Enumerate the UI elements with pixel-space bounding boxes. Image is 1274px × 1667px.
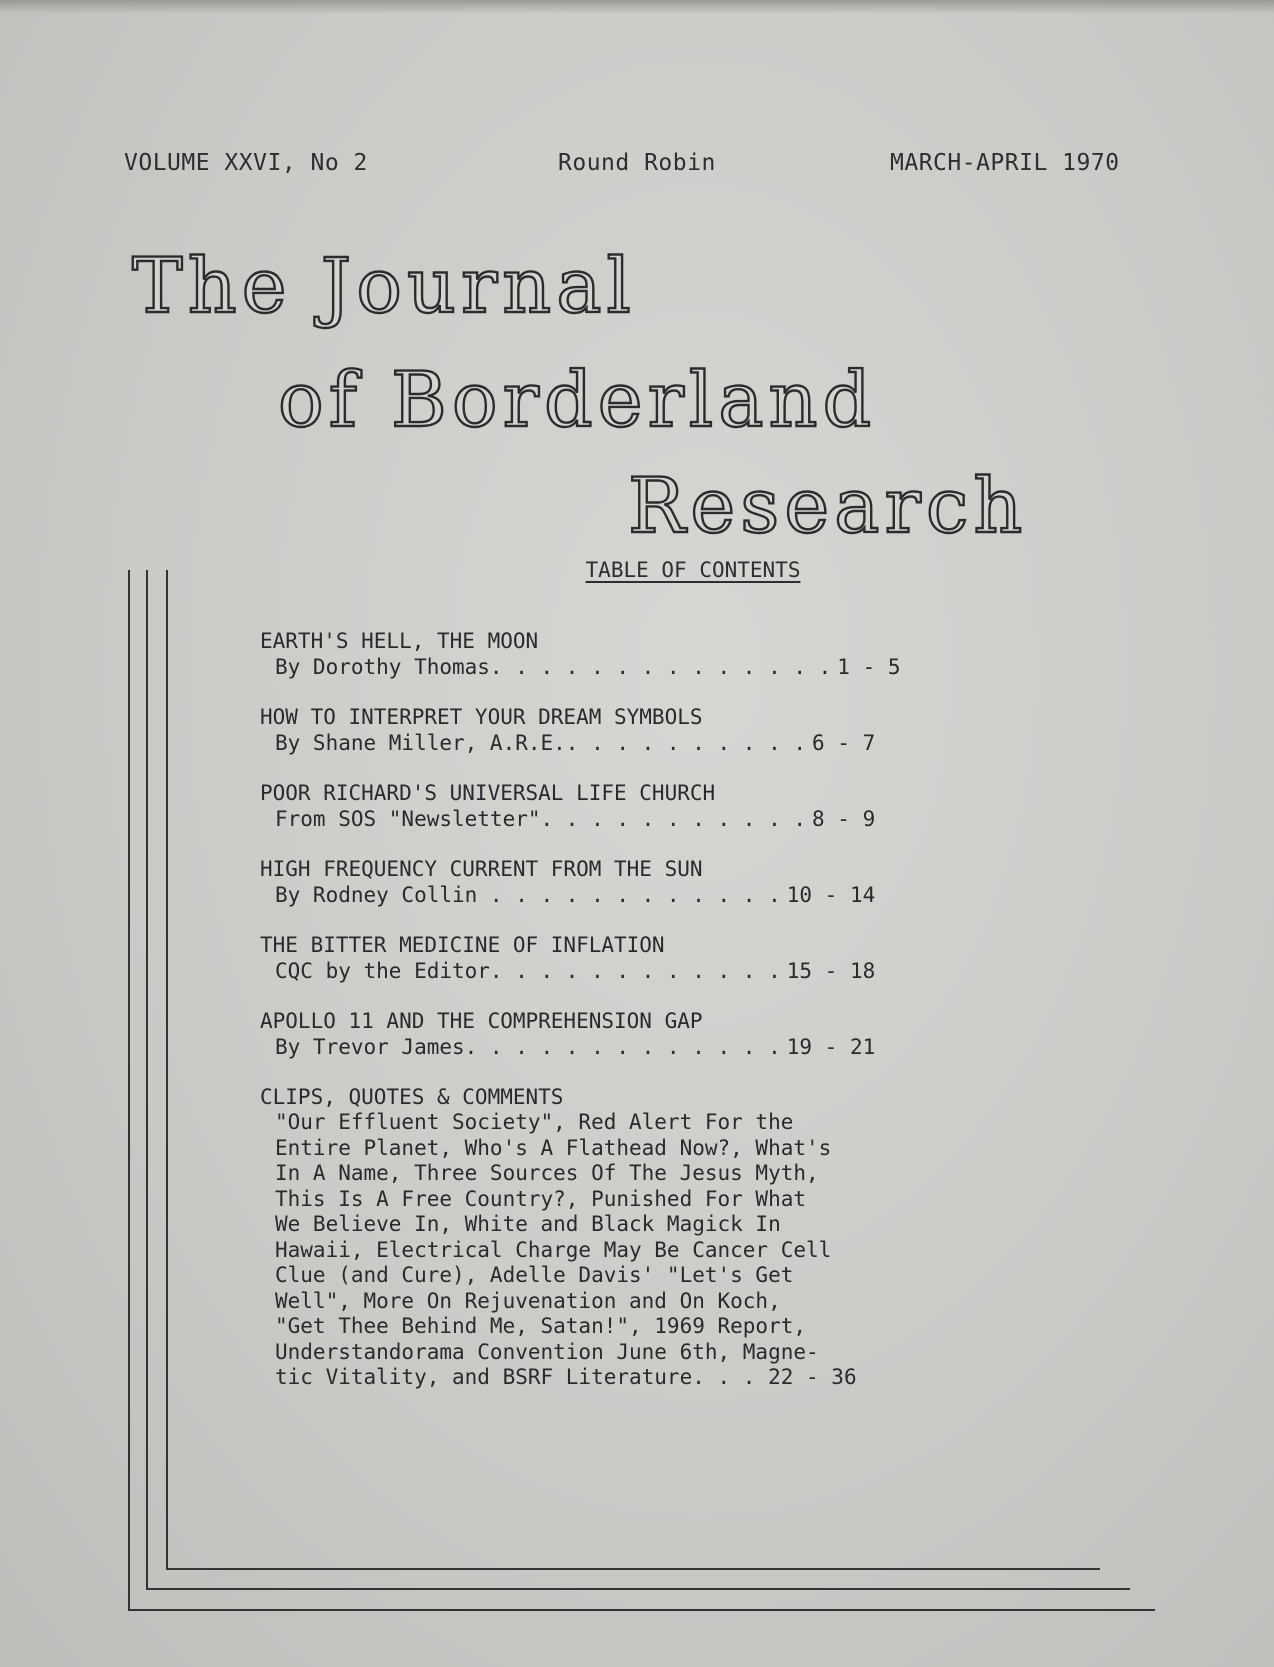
- section-name: Round Robin: [558, 150, 716, 176]
- entry-byline: By Dorothy Thomas. . . . . . . . . . . . . .: [275, 655, 832, 679]
- clips-line: Clue (and Cure), Adelle Davis' "Let's Get: [275, 1263, 794, 1287]
- entry-pages: 8 - 9: [812, 807, 876, 831]
- border-line-bottom-outer: [128, 1609, 1155, 1611]
- entry-title: HOW TO INTERPRET YOUR DREAM SYMBOLS: [260, 705, 703, 729]
- toc-entry: [260, 932, 1000, 984]
- entry-byline: By Shane Miller, A.R.E.. . . . . . . . . .: [275, 731, 807, 755]
- entry-title: APOLLO 11 AND THE COMPREHENSION GAP: [260, 1009, 703, 1033]
- entry-byline: From SOS "Newsletter". . . . . . . . . . .: [275, 807, 807, 831]
- entry-byline: By Rodney Collin . . . . . . . . . . . .: [275, 883, 781, 907]
- journal-title-line-3: Research: [628, 461, 1028, 550]
- entry-byline: CQC by the Editor. . . . . . . . . . . .: [275, 959, 781, 983]
- entry-pages: 15 - 18: [786, 959, 876, 983]
- clips-line: Hawaii, Electrical Charge May Be Cancer Cell: [275, 1237, 832, 1262]
- entry-byline-row: [260, 730, 1000, 756]
- toc-entry: [260, 856, 1000, 908]
- toc-entry: [260, 1008, 1000, 1060]
- entry-pages: 10 - 14: [786, 883, 876, 907]
- clips-description: [260, 1110, 1000, 1391]
- table-of-contents: [260, 628, 1000, 1415]
- border-line-left-outer: [128, 570, 130, 1609]
- entry-byline-row: [260, 882, 1000, 908]
- scan-top-edge: [0, 0, 1274, 14]
- clips-line: In A Name, Three Sources Of The Jesus Myth,: [275, 1161, 819, 1185]
- volume-number: VOLUME XXVI, No 2: [124, 150, 368, 176]
- entry-byline: By Trevor James. . . . . . . . . . . . .: [275, 1035, 781, 1059]
- entry-title: POOR RICHARD'S UNIVERSAL LIFE CHURCH: [260, 781, 716, 805]
- entry-title: HIGH FREQUENCY CURRENT FROM THE SUN: [260, 857, 703, 881]
- toc-entry: [260, 704, 1000, 756]
- toc-entry-clips: [260, 1084, 1000, 1391]
- toc-entry: [260, 628, 1000, 680]
- entry-byline-row: [260, 1034, 1000, 1060]
- clips-line: We Believe In, White and Black Magick In: [275, 1212, 781, 1236]
- clips-line: "Get Thee Behind Me, Satan!", 1969 Report,: [275, 1314, 807, 1338]
- toc-entry: [260, 780, 1000, 832]
- entry-byline-row: [260, 958, 1000, 984]
- entry-title: THE BITTER MEDICINE OF INFLATION: [260, 933, 665, 957]
- toc-heading: [0, 558, 1274, 582]
- clips-line: Well", More On Rejuvenation and On Koch,: [275, 1288, 781, 1313]
- journal-title-line-2: of Borderland: [278, 355, 877, 444]
- border-line-bottom-inner: [166, 1568, 1100, 1570]
- entry-pages: 19 - 21: [786, 1035, 876, 1059]
- clips-line: Entire Planet, Who's A Flathead Now?, What's: [275, 1135, 832, 1160]
- border-line-bottom-middle: [146, 1588, 1130, 1590]
- clips-line: tic Vitality, and BSRF Literature. . . 22 - 36: [275, 1365, 857, 1389]
- border-line-left-inner: [166, 570, 168, 1568]
- entry-title: CLIPS, QUOTES & COMMENTS: [260, 1085, 564, 1109]
- clips-line: "Our Effluent Society", Red Alert For the: [275, 1110, 794, 1134]
- toc-heading-text: TABLE OF CONTENTS: [585, 558, 801, 582]
- entry-pages: 6 - 7: [812, 731, 876, 755]
- border-line-left-middle: [146, 570, 148, 1588]
- entry-byline-row: [260, 806, 1000, 832]
- clips-line: This Is A Free Country?, Punished For What: [275, 1186, 807, 1211]
- entry-pages: 1 - 5: [837, 655, 901, 679]
- issue-date: MARCH-APRIL 1970: [890, 150, 1120, 176]
- journal-title-line-1: The Journal: [132, 241, 636, 330]
- entry-title: EARTH'S HELL, THE MOON: [260, 629, 539, 653]
- clips-line: Understandorama Convention June 6th, Magne-: [275, 1339, 819, 1364]
- entry-byline-row: [260, 654, 1000, 680]
